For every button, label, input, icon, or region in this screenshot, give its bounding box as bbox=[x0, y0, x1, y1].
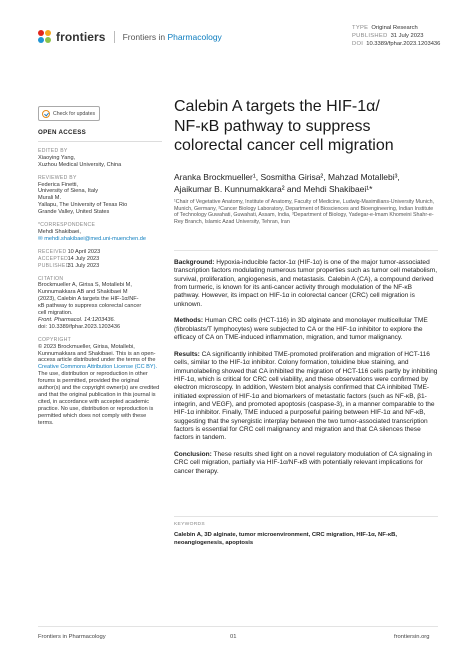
divider bbox=[174, 250, 438, 251]
editor-line: Xiaoying Yang, bbox=[38, 154, 76, 161]
check-updates-icon bbox=[42, 110, 50, 118]
article-title: Calebin A targets the HIF-1α/ NF-κB pathway to suppress colorectal cancer cell migration bbox=[174, 98, 394, 155]
meta-published: PUBLISHED 31 July 2023 bbox=[352, 33, 424, 40]
correspondence-heading: *CORRESPONDENCE bbox=[38, 222, 96, 229]
abstract bbox=[174, 259, 438, 484]
abstract-conclusion: Conclusion: These results shed light on a novel regulatory modulation of CA signaling in CRC cell migration, partially via HIF-1α/NF-κB with potentially relevant implications for cancer therapy. bbox=[174, 451, 432, 475]
citation-line: Kunnumakkara AB and Shakibaei M bbox=[38, 289, 128, 296]
abstract-background: Background: Hypoxia-inducible factor-1α (HIF-1α) is one of the major tumor-associated transcription factors modulating numerous tumor properties such as tumor cell metabolism, survival, proliferation, angiogenesis, and metastasis. Calebin A (CA), a compound derived from turmeric, is known for its anti-cancer activity through modulation of the NF-κB pathway. However, its impact on HIF-1α in colorectal cancer (CRC) cell migration is unknown. bbox=[174, 259, 438, 308]
copyright-heading: COPYRIGHT bbox=[38, 336, 71, 343]
author-list: Aranka Brockmueller¹, Sosmitha Girisa², Mahzad Motallebi³, Ajaikumar B. Kunnumakkara² and Mehdi Shakibaei¹* bbox=[174, 172, 400, 194]
correspondence-email-link[interactable]: ✉ mehdi.shakibaei@med.uni-muenchen.de bbox=[38, 235, 147, 242]
published-date: 31 July 2023 bbox=[67, 262, 100, 269]
check-for-updates-button[interactable] bbox=[38, 106, 100, 121]
header-separator bbox=[114, 31, 115, 43]
footer-journal: Frontiers in Pharmacology bbox=[38, 634, 106, 640]
dates: RECEIVED 10 April 2023 ACCEPTED 14 July 2023 PUBLISHED 31 July 2023 bbox=[38, 248, 101, 269]
editor-line: Xuzhou Medical University, China bbox=[38, 161, 122, 168]
reviewer-line: Yallapu, The University of Texas Rio bbox=[38, 202, 128, 209]
frontiers-logo bbox=[38, 30, 222, 44]
reviewer-line: University of Siena, Italy bbox=[38, 188, 99, 195]
citation-journal: Front. Pharmacol. 14:1203436. bbox=[38, 316, 116, 323]
divider bbox=[174, 516, 438, 517]
journal-name: Frontiers in Pharmacology bbox=[122, 32, 222, 42]
brand-name: frontiers bbox=[56, 30, 106, 44]
received-date: 10 April 2023 bbox=[67, 248, 101, 255]
reviewer-line: Murali M. bbox=[38, 195, 61, 202]
sidebar-info bbox=[38, 130, 162, 427]
copyright-text: © 2023 Brockmueller, Girisa, Motallebi, Kunnumakkara and Shakibaei. This is an open-access article distributed under the terms of the Creative Commons Attribution License (CC BY). The use, distribution or reproduction in other forums is permitted, provided the original author(s) and the copyright owner(s) are credited and that the original publication in this journal is cited, in accordance with accepted academic practice. No use, distribution or reproduction is permitted which does not comply with these terms. bbox=[38, 343, 160, 426]
footer-site-link[interactable]: frontiersin.org bbox=[394, 634, 430, 640]
edited-by-heading: EDITED BY bbox=[38, 147, 68, 154]
citation-line: cell migration. bbox=[38, 310, 73, 317]
open-access-label: OPEN ACCESS bbox=[38, 129, 87, 136]
citation-line: κB pathway to suppress colorectal cancer bbox=[38, 303, 142, 310]
citation-heading: CITATION bbox=[38, 275, 64, 282]
page-number: 01 bbox=[230, 634, 237, 640]
meta-type: TYPE Original Research bbox=[352, 25, 418, 31]
reviewer-line: Grande Valley, United States bbox=[38, 209, 110, 216]
affiliations: ¹Chair of Vegetative Anatomy, Institute of Anatomy, Faculty of Medicine, Ludwig-Maximilians-University Munich, Munich, Germany, ²Cancer Biology Laboratory, Department of Biosciences and Bioengineering, Indian Institute of Technology Guwahati, Guwahati, Assam, India, ³Department of Biology, Yadegar-e-Imam Khomeini Shahr-e-Rey Branch, Islamic Azad University, Tehran, Iran bbox=[174, 199, 435, 226]
citation-doi: doi: 10.3389/fphar.2023.1203436 bbox=[38, 323, 121, 330]
accepted-date: 14 July 2023 bbox=[67, 255, 100, 262]
article-meta bbox=[352, 24, 440, 49]
correspondence-name: Mehdi Shakibaei, bbox=[38, 228, 81, 235]
reviewer-line: Federica Finetti, bbox=[38, 181, 79, 188]
citation-line: (2023), Calebin A targets the HIF-1α/NF- bbox=[38, 296, 139, 303]
footer-divider bbox=[38, 626, 438, 627]
frontiers-logo-icon bbox=[38, 30, 52, 44]
divider bbox=[38, 141, 162, 142]
check-updates-label: Check for updates bbox=[53, 110, 96, 117]
abstract-methods: Methods: Human CRC cells (HCT-116) in 3D alginate and monolayer multicellular TME (fibroblasts/T lymphocytes) were subjected to CA or the HIF-1α inhibitor to explore the efficacy of CA on TME-induced inflammation, migration, and tumor malignancy. bbox=[174, 317, 428, 342]
citation-line: Brockmueller A, Girisa S, Motallebi M, bbox=[38, 282, 132, 289]
reviewed-by-heading: REVIEWED BY bbox=[38, 174, 77, 181]
keywords: Calebin A, 3D alginate, tumor microenvironment, CRC migration, HIF-1α, NF-κB, neoangiogenesis, apoptosis bbox=[174, 532, 398, 546]
abstract-results: Results: CA significantly inhibited TME-promoted proliferation and migration of HCT-116 cells, similar to the HIF-1α inhibitor. Colony formation, toluidine blue staining, and immunolabeling showed that CA inhibited the migration of HCT-116 cells partly by inhibiting HIF-1α, which is critical for CRC cell viability, and these observations were confirmed by electron microscopy. In addition, Western blot analysis confirmed that CA inhibited TME-initiated expression of HIF-1α and biomarkers of metastatic factors (such as NF-κB, β1-integrin, and VEGF), and promoted apoptosis (caspase-3), in a manner comparable to the HIF-1α inhibitor. Finally, TME induced a purposeful pairing between HIF-1α and NF-κB, suggesting that the synergistic interplay between the two tumor-associated transcription factors is essential for CRC cell malignancy and migration and that CA silences these factors in tandem. bbox=[174, 350, 438, 442]
cc-by-license-link[interactable]: Creative Commons Attribution License (CC BY). bbox=[38, 364, 158, 371]
keywords-heading: KEYWORDS bbox=[174, 522, 205, 527]
meta-doi: DOI 10.3389/fphar.2023.1203436 bbox=[352, 41, 441, 48]
